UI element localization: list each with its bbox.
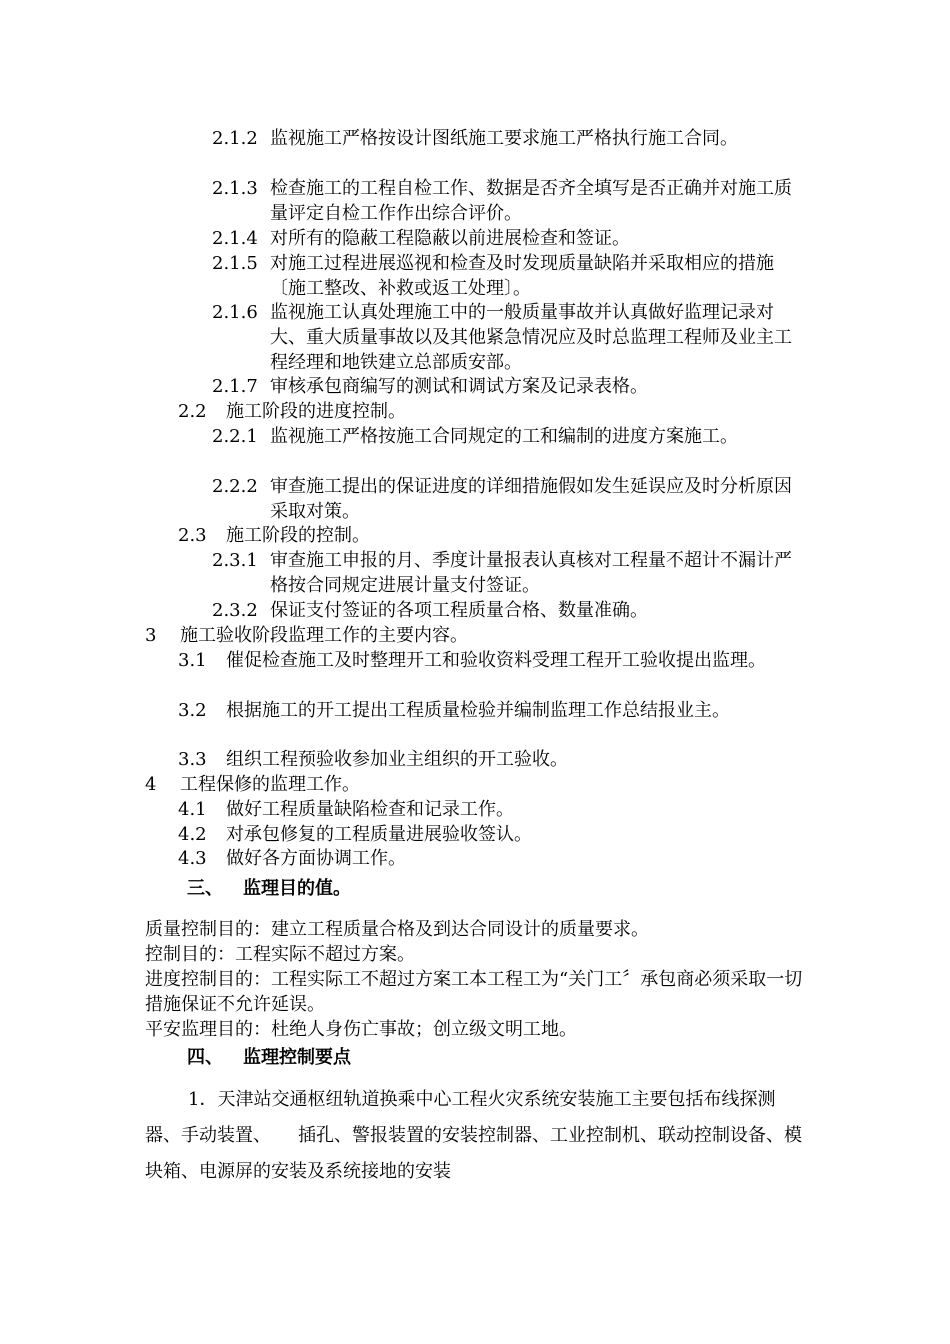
item-text: 保证支付签证的各项工程质量合格、数量准确。 bbox=[270, 600, 648, 621]
item-text: 审查施工申报的月、季度计量报表认真核对工程量不超计不漏计严格按合同规定进展计量支付签证。 bbox=[270, 550, 792, 596]
heading-number: 四、 bbox=[187, 1047, 223, 1068]
item-text: 监视施工严格按设计图纸施工要求施工严格执行施工合同。 bbox=[270, 128, 738, 149]
item-text: 审核承包商编写的测试和调试方案及记录表格。 bbox=[270, 376, 648, 397]
item-text: 根据施工的开工提出工程质量检验并编制监理工作总结报业主。 bbox=[226, 700, 730, 721]
item-text: 催促检查施工及时整理开工和验收资料受理工程开工验收提出监理。 bbox=[226, 650, 766, 671]
item-number: 2.1.5 bbox=[212, 253, 258, 274]
body-paragraph: 1．天津站交通枢纽轨道换乘中心工程火灾系统安装施工主要包括布线探测器、手动装置、 插孔、警报装置的安装控制器、工业控制机、联动控制设备、模块箱、电源屏的安装及系统接地的安装 bbox=[145, 1089, 802, 1182]
item-number: 2.3.2 bbox=[212, 600, 258, 621]
item-text: 组织工程预验收参加业主组织的开工验收。 bbox=[226, 749, 568, 770]
item-number: 2.3.1 bbox=[212, 550, 258, 571]
item-text: 施工阶段的控制。 bbox=[226, 525, 370, 546]
item-text: 监视施工严格按施工合同规定的工和编制的进度方案施工。 bbox=[270, 426, 738, 447]
item-number: 2.2.1 bbox=[212, 426, 258, 447]
item-number: 4 bbox=[145, 774, 157, 795]
item-number: 2.1.6 bbox=[212, 302, 258, 323]
item-text: 对所有的隐蔽工程隐蔽以前进展检查和签证。 bbox=[270, 228, 630, 249]
item-number: 2.1.2 bbox=[212, 128, 258, 149]
item-text: 对承包修复的工程质量进展验收签认。 bbox=[226, 824, 532, 845]
item-text: 施工阶段的进度控制。 bbox=[226, 401, 406, 422]
item-text: 审查施工提出的保证进度的详细措施假如发生延误应及时分析原因采取对策。 bbox=[270, 476, 792, 522]
item-number: 2.1.4 bbox=[212, 228, 258, 249]
item-number: 3.3 bbox=[178, 749, 207, 770]
item-number: 2.3 bbox=[178, 525, 207, 546]
heading-text: 监理目的值。 bbox=[243, 878, 351, 899]
item-number: 2.1.3 bbox=[212, 178, 258, 199]
item-text: 监视施工认真处理施工中的一般质量事故并认真做好监理记录对大、重大质量事故以及其他紧急情况应及时总监理工程师及业主工程经理和地铁建立总部质安部。 bbox=[270, 302, 792, 373]
goal-cost: 控制目的：工程实际不超过方案。 bbox=[145, 944, 415, 965]
item-number: 3 bbox=[145, 625, 157, 646]
item-text: 施工验收阶段监理工作的主要内容。 bbox=[180, 625, 468, 646]
item-number: 2.2 bbox=[178, 401, 207, 422]
item-number: 2.1.7 bbox=[212, 376, 258, 397]
item-number: 4.2 bbox=[178, 824, 207, 845]
goal-quality: 质量控制目的：建立工程质量合格及到达合同设计的质量要求。 bbox=[145, 919, 649, 940]
item-number: 4.3 bbox=[178, 848, 207, 869]
heading-text: 监理控制要点 bbox=[243, 1047, 351, 1068]
item-number: 3.2 bbox=[178, 700, 207, 721]
item-text: 做好各方面协调工作。 bbox=[226, 848, 406, 869]
goal-schedule: 进度控制目的：工程实际工不超过方案工本工程工为“关门工〞承包商必须采取一切措施保证不允许延误。 bbox=[145, 969, 803, 1015]
goals-block bbox=[145, 917, 808, 1042]
item-number: 3.1 bbox=[178, 650, 207, 671]
item-number: 4.1 bbox=[178, 799, 207, 820]
heading-number: 三、 bbox=[187, 878, 223, 899]
item-number: 2.2.2 bbox=[212, 476, 258, 497]
item-text: 检查施工的工程自检工作、数据是否齐全填写是否正确并对施工质量评定自检工作作出综合评价。 bbox=[270, 178, 792, 224]
item-text: 工程保修的监理工作。 bbox=[180, 774, 360, 795]
goal-safety: 平安监理目的：杜绝人身伤亡事故；创立级文明工地。 bbox=[145, 1019, 577, 1040]
item-text: 做好工程质量缺陷检查和记录工作。 bbox=[226, 799, 514, 820]
item-text: 对施工过程进展巡视和检查及时发现质量缺陷并采取相应的措施〔施工整改、补救或返工处理〕。 bbox=[270, 253, 774, 299]
